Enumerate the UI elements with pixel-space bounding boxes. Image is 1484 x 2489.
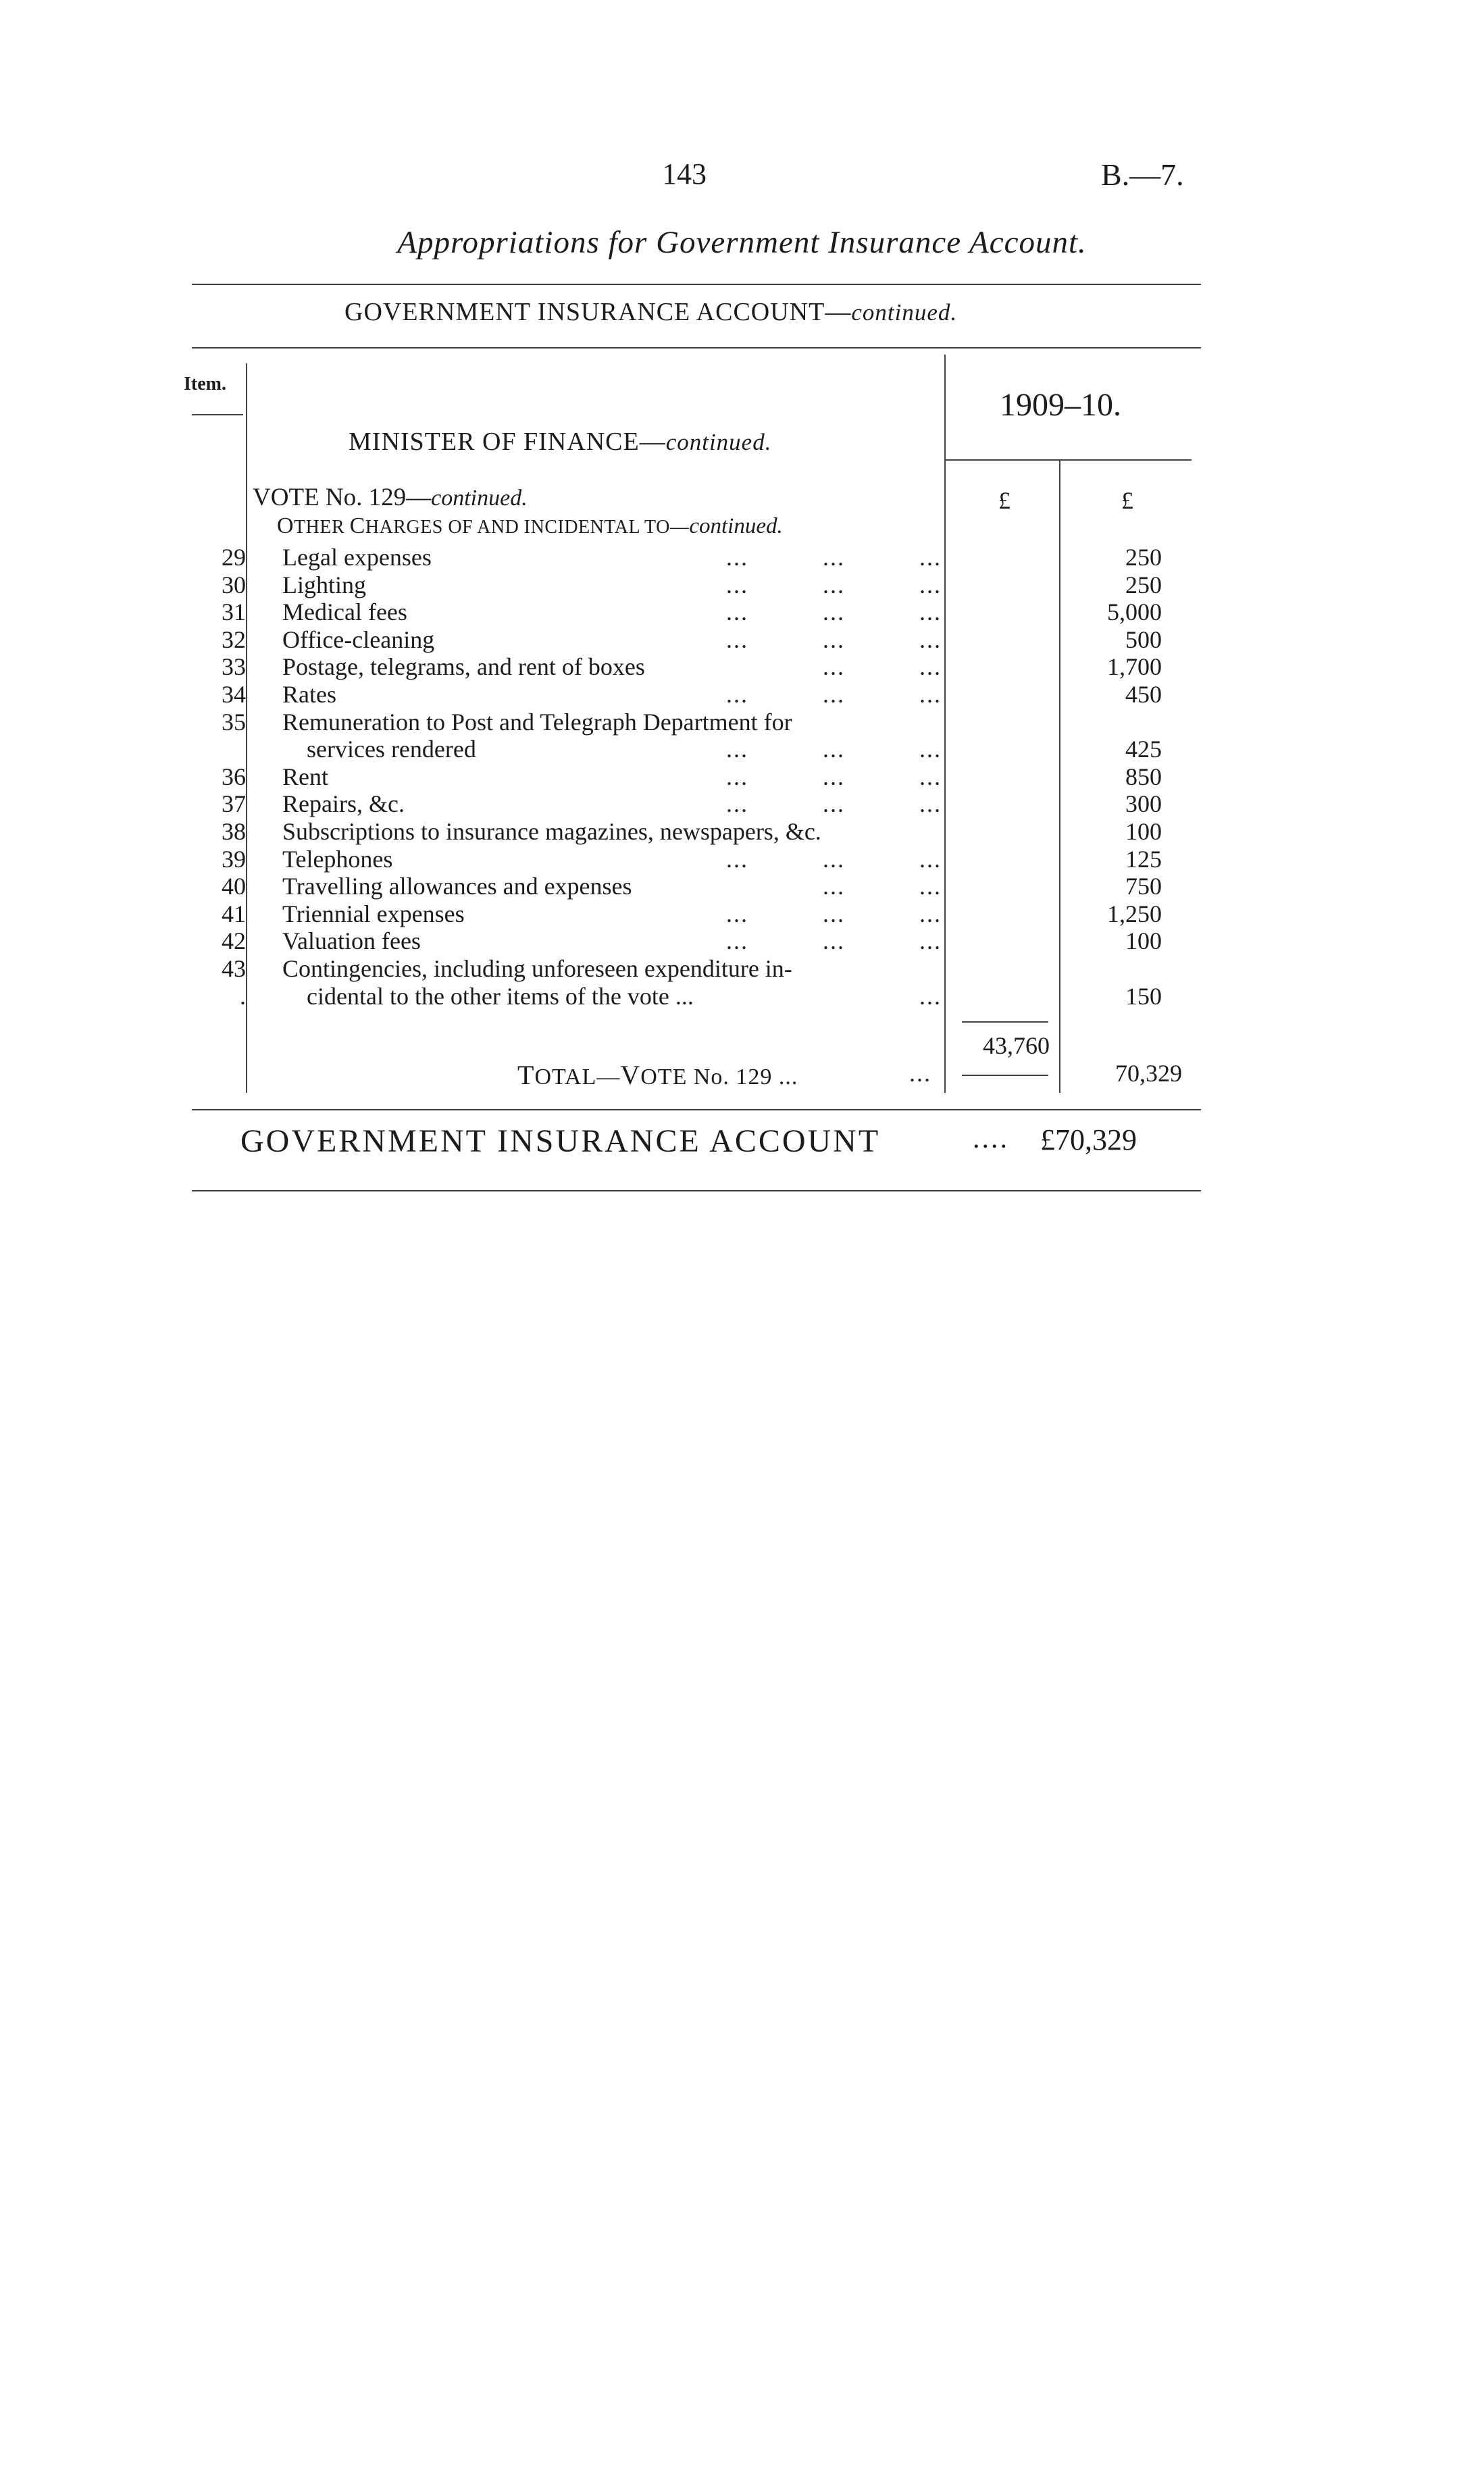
minister-heading <box>349 427 771 457</box>
item-label: cidental to the other items of the vote ... <box>282 982 694 1010</box>
item-number: 43 <box>222 955 246 982</box>
item-amount: 850 <box>1125 763 1162 790</box>
item-amount: 1,700 <box>1107 653 1162 681</box>
total-cap-t: T <box>517 1060 535 1090</box>
item-number: 36 <box>222 763 246 790</box>
subtotal-amount: 43,760 <box>983 1032 1050 1059</box>
item-amount: 100 <box>1125 818 1162 845</box>
leader-dots: ... ... ... <box>726 681 942 708</box>
document-reference: B.—7. <box>1101 157 1184 192</box>
total-vote-rest: OTE <box>640 1064 688 1089</box>
charges-subheading <box>277 513 783 539</box>
leader-dots: ... ... ... <box>726 598 942 626</box>
subheading-rest: THER <box>294 517 350 538</box>
page-subtitle: Appropriations for Government Insurance Account. <box>397 225 1087 260</box>
leader-dots: ... ... ... <box>726 845 942 873</box>
leader-dots: ... ... ... <box>726 625 942 653</box>
leader-dots: ... ... <box>823 873 942 900</box>
amount-column-divider-left <box>944 355 946 1093</box>
account-total-amount: £70,329 <box>1040 1123 1137 1156</box>
item-number: 35 <box>222 708 246 736</box>
item-label: Contingencies, including unforeseen expenditure in- <box>282 955 792 982</box>
item-amount: 150 <box>1125 982 1162 1010</box>
total-cap-v: V <box>620 1060 641 1090</box>
item-label: Rates <box>282 681 336 708</box>
leader-dots: ... ... ... <box>726 927 942 955</box>
item-amount: 300 <box>1125 790 1162 818</box>
item-label: Remuneration to Post and Telegraph Department for <box>282 708 792 736</box>
item-amount: 5,000 <box>1107 598 1162 626</box>
item-amount: 250 <box>1125 571 1162 598</box>
leader-dots: ... ... ... <box>726 763 942 790</box>
item-number: 37 <box>222 790 246 818</box>
page-number: 143 <box>662 157 707 190</box>
year-underline <box>944 459 1192 461</box>
leader-dots: ... ... ... <box>726 900 942 927</box>
leader-dots: ... ... ... <box>726 736 942 763</box>
item-number: 42 <box>222 927 246 955</box>
footer-rule <box>192 1190 1201 1191</box>
total-dots: ... <box>909 1060 931 1087</box>
vote-suffix: continued. <box>431 486 528 511</box>
leader-dots: ... ... ... <box>726 571 942 598</box>
table-bottom-rule <box>192 1109 1201 1110</box>
item-amount: 450 <box>1125 681 1162 708</box>
item-header-underline <box>192 414 243 415</box>
item-label: Subscriptions to insurance magazines, newspapers, &c. <box>282 818 821 845</box>
item-label: Medical fees <box>282 598 407 626</box>
item-number: 31 <box>222 598 246 626</box>
item-column-header: Item. <box>184 374 226 394</box>
minister-title: MINISTER OF FINANCE— <box>349 428 666 456</box>
item-label: Lighting <box>282 571 366 598</box>
item-number: 41 <box>222 900 246 927</box>
leader-dots: ... <box>845 982 942 1010</box>
item-label: Legal expenses <box>282 544 432 571</box>
item-label: Repairs, &c. <box>282 790 405 818</box>
item-number: 38 <box>222 818 246 845</box>
account-total-label: GOVERNMENT INSURANCE ACCOUNT <box>240 1123 881 1159</box>
currency-symbol-col1: £ <box>998 487 1010 514</box>
item-amount: 500 <box>1125 625 1162 653</box>
total-rest: OTAL <box>534 1064 597 1089</box>
item-amount: 250 <box>1125 544 1162 571</box>
item-label: Triennial expenses <box>282 900 465 927</box>
item-number: 40 <box>222 873 246 900</box>
item-amount: 1,250 <box>1107 900 1162 927</box>
item-number: 39 <box>222 845 246 873</box>
section-title: GOVERNMENT INSURANCE ACCOUNT— <box>344 298 852 326</box>
total-vote-label <box>517 1059 798 1091</box>
subheading-suffix: continued. <box>689 514 783 538</box>
item-column-divider <box>246 363 247 1093</box>
item-amount: 425 <box>1125 736 1162 763</box>
section-rule <box>192 347 1201 349</box>
account-total-dots: .... <box>973 1123 1009 1154</box>
item-label: Postage, telegrams, and rent of boxes <box>282 653 645 681</box>
vote-title: VOTE No. 129— <box>253 484 432 511</box>
item-number: . <box>240 982 246 1010</box>
total-dash-line <box>962 1075 1048 1076</box>
item-amount: 100 <box>1125 927 1162 955</box>
item-label: Rent <box>282 763 328 790</box>
top-rule <box>192 284 1201 285</box>
item-label: Travelling allowances and expenses <box>282 873 632 900</box>
leader-dots: ... ... ... <box>726 790 942 818</box>
year-column-header: 1909–10. <box>1000 387 1121 423</box>
section-heading <box>344 297 957 327</box>
leader-dots: ... ... ... <box>726 544 942 571</box>
item-number: 32 <box>222 625 246 653</box>
item-amount: 125 <box>1125 845 1162 873</box>
item-label: services rendered <box>282 736 476 763</box>
subheading-cap-c: C <box>349 513 365 538</box>
total-dash: — <box>596 1064 621 1089</box>
subheading-cap-o: O <box>277 513 295 538</box>
leader-dots: ... ... <box>823 653 942 681</box>
section-title-suffix: continued. <box>851 299 958 326</box>
item-amount: 750 <box>1125 873 1162 900</box>
item-number: 33 <box>222 653 246 681</box>
total-vote-number: No. 129 ... <box>687 1064 798 1089</box>
vote-grand-total: 70,329 <box>1115 1060 1182 1087</box>
item-number: 30 <box>222 571 246 598</box>
currency-symbol-col2: £ <box>1121 487 1133 514</box>
minister-suffix: continued. <box>665 429 772 455</box>
subtotal-rule <box>962 1021 1048 1023</box>
item-label: Valuation fees <box>282 927 421 955</box>
item-label: Office-cleaning <box>282 625 435 653</box>
vote-heading <box>253 483 528 512</box>
subheading-tail: HARGES OF AND INCIDENTAL TO— <box>365 517 690 538</box>
item-label: Telephones <box>282 845 393 873</box>
item-number: 29 <box>222 544 246 571</box>
item-number: 34 <box>222 681 246 708</box>
